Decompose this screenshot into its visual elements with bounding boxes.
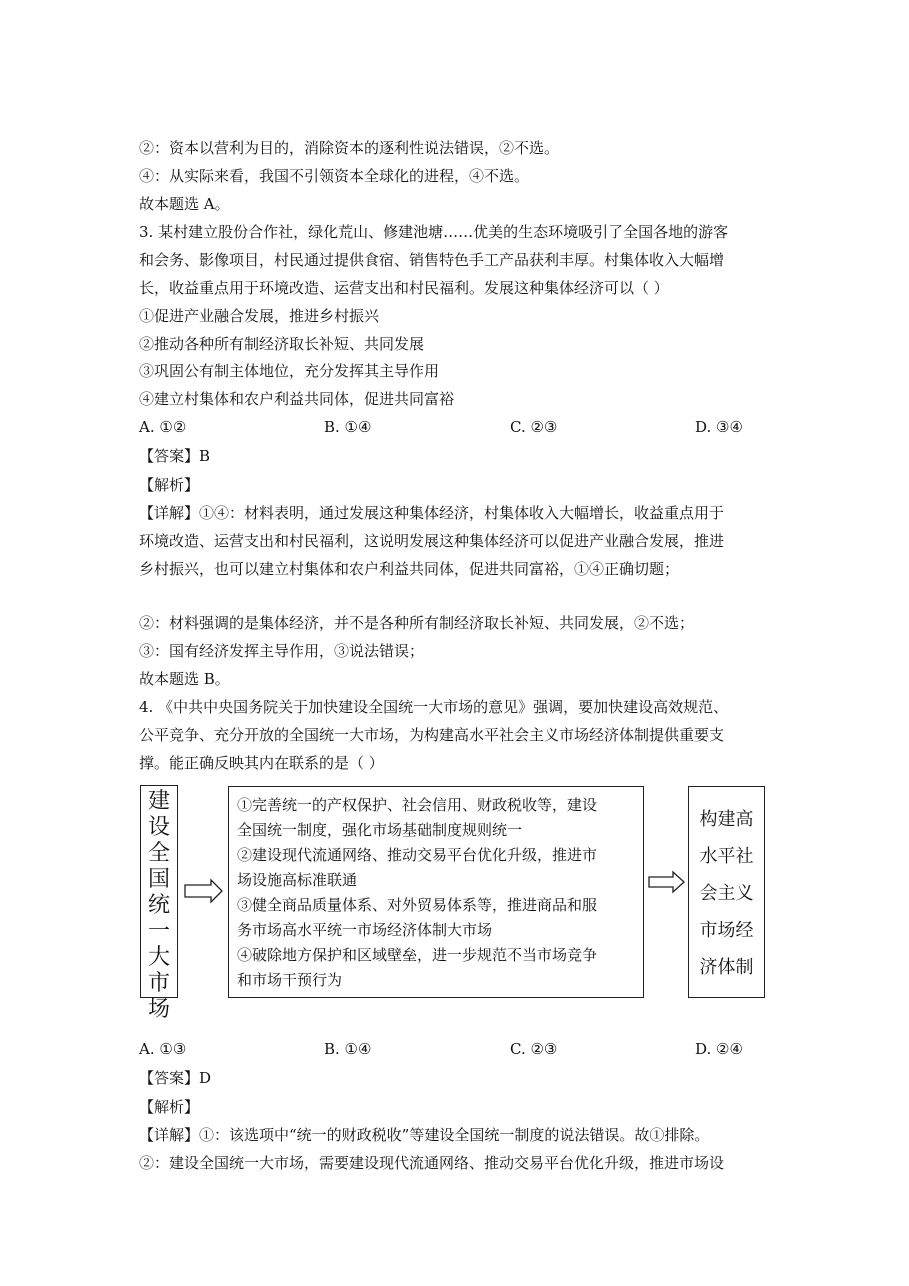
answer-label: 【答案】D bbox=[139, 1069, 212, 1087]
option-c: C. ②③ bbox=[510, 1040, 558, 1058]
diagram-right-line: 水平社 bbox=[699, 846, 754, 867]
question-3-stem: 和会务、影像项目，村民通过提供食宿、销售特色手工产品获利丰厚。村集体收入大幅增 bbox=[139, 251, 725, 269]
diagram-middle-text bbox=[237, 793, 597, 993]
option-c: C. ②③ bbox=[510, 418, 558, 436]
diagram-middle-line: ②建设现代流通网络、推动交易平台优化升级，推进市 bbox=[237, 846, 598, 864]
question-4-stem: 4. 《中共中央国务院关于加快建设全国统一大市场的意见》强调，要加快建设高效规范、 bbox=[139, 698, 729, 716]
arrow-right-icon bbox=[648, 870, 686, 894]
diagram-left-box bbox=[140, 785, 178, 1022]
detail-line: 故本题选 B。 bbox=[139, 670, 230, 688]
detail-line: ②：材料强调的是集体经济，并不是各种所有制经济取长补短、共同发展，②不选； bbox=[139, 614, 695, 632]
question-3-stem: 3. 某村建立股份合作社，绿化荒山、修建池塘……优美的生态环境吸引了全国各地的游客 bbox=[139, 223, 729, 241]
arrow-right-icon bbox=[184, 878, 224, 904]
diagram-right-line: 会主义 bbox=[699, 883, 754, 904]
diagram-right-text bbox=[689, 801, 764, 986]
diagram-middle-line: ③健全商品质量体系、对外贸易体系等，推进商品和服 bbox=[237, 896, 598, 914]
diagram-middle-line: ①完善统一的产权保护、社会信用、财政税收等，建设 bbox=[237, 796, 598, 814]
diagram-middle-line: 全国统一制度，强化市场基础制度规则统一 bbox=[237, 821, 523, 839]
question-4-stem: 公平竞争、充分开放的全国统一大市场，为构建高水平社会主义市场经济体制提供重要支 bbox=[139, 726, 725, 744]
detail-line: ③：国有经济发挥主导作用，③说法错误； bbox=[139, 642, 425, 660]
question-3-item: ①促进产业融合发展，推进乡村振兴 bbox=[139, 307, 380, 325]
diagram-left-text: 建设全国统一大市场 bbox=[147, 789, 170, 1022]
diagram-middle-line: ④破除地方保护和区域壁垒，进一步规范不当市场竞争 bbox=[237, 946, 598, 964]
option-a: A. ①② bbox=[139, 418, 187, 436]
text-line: 故本题选 A。 bbox=[139, 195, 230, 213]
text-line: ②：资本以营利为目的，消除资本的逐利性说法错误，②不选。 bbox=[139, 139, 560, 157]
option-d: D. ③④ bbox=[695, 418, 743, 436]
option-b: B. ①④ bbox=[324, 418, 372, 436]
diagram-middle-line: 场设施高标准联通 bbox=[237, 871, 358, 889]
text-line: ④：从实际来看，我国不引领资本全球化的进程，④不选。 bbox=[139, 167, 530, 185]
diagram-right-line: 构建高 bbox=[699, 809, 754, 830]
option-a: A. ①③ bbox=[139, 1040, 187, 1058]
detail-line: ②：建设全国统一大市场，需要建设现代流通网络、推动交易平台优化升级，推进市场设 bbox=[139, 1154, 725, 1172]
detail-line: 环境改造、运营支出和村民福利，这说明发展这种集体经济可以促进产业融合发展，推进 bbox=[139, 532, 725, 550]
diagram-right-line: 济体制 bbox=[699, 957, 754, 978]
question-3-item: ④建立村集体和农户利益共同体，促进共同富裕 bbox=[139, 390, 455, 408]
detail-line: 【详解】①：该选项中“统一的财政税收”等建设全国统一制度的说法错误。故①排除。 bbox=[139, 1126, 710, 1144]
detail-line: 乡村振兴，也可以建立村集体和农户利益共同体，促进共同富裕，①④正确切题； bbox=[139, 560, 680, 578]
question-3-stem: 长，收益重点用于环境改造、运营支出和村民福利。发展这种集体经济可以（ ） bbox=[139, 279, 669, 297]
question-3-item: ③巩固公有制主体地位，充分发挥其主导作用 bbox=[139, 362, 440, 380]
option-b: B. ①④ bbox=[324, 1040, 372, 1058]
analysis-label: 【解析】 bbox=[139, 1098, 200, 1116]
diagram-right-box bbox=[688, 786, 765, 998]
diagram-middle-line: 和市场干预行为 bbox=[237, 971, 343, 989]
question-3-item: ②推动各种所有制经济取长补短、共同发展 bbox=[139, 335, 425, 353]
diagram-right-line: 市场经 bbox=[699, 920, 754, 941]
detail-line: 【详解】①④：材料表明，通过发展这种集体经济，村集体收入大幅增长，收益重点用于 bbox=[139, 504, 725, 522]
diagram-middle-line: 务市场高水平统一市场经济体制大市场 bbox=[237, 921, 493, 939]
answer-label: 【答案】B bbox=[139, 447, 211, 465]
option-d: D. ②④ bbox=[695, 1040, 743, 1058]
question-4-stem: 撑。能正确反映其内在联系的是（ ） bbox=[139, 754, 384, 772]
diagram-middle-box bbox=[228, 786, 644, 998]
analysis-label: 【解析】 bbox=[139, 476, 200, 494]
